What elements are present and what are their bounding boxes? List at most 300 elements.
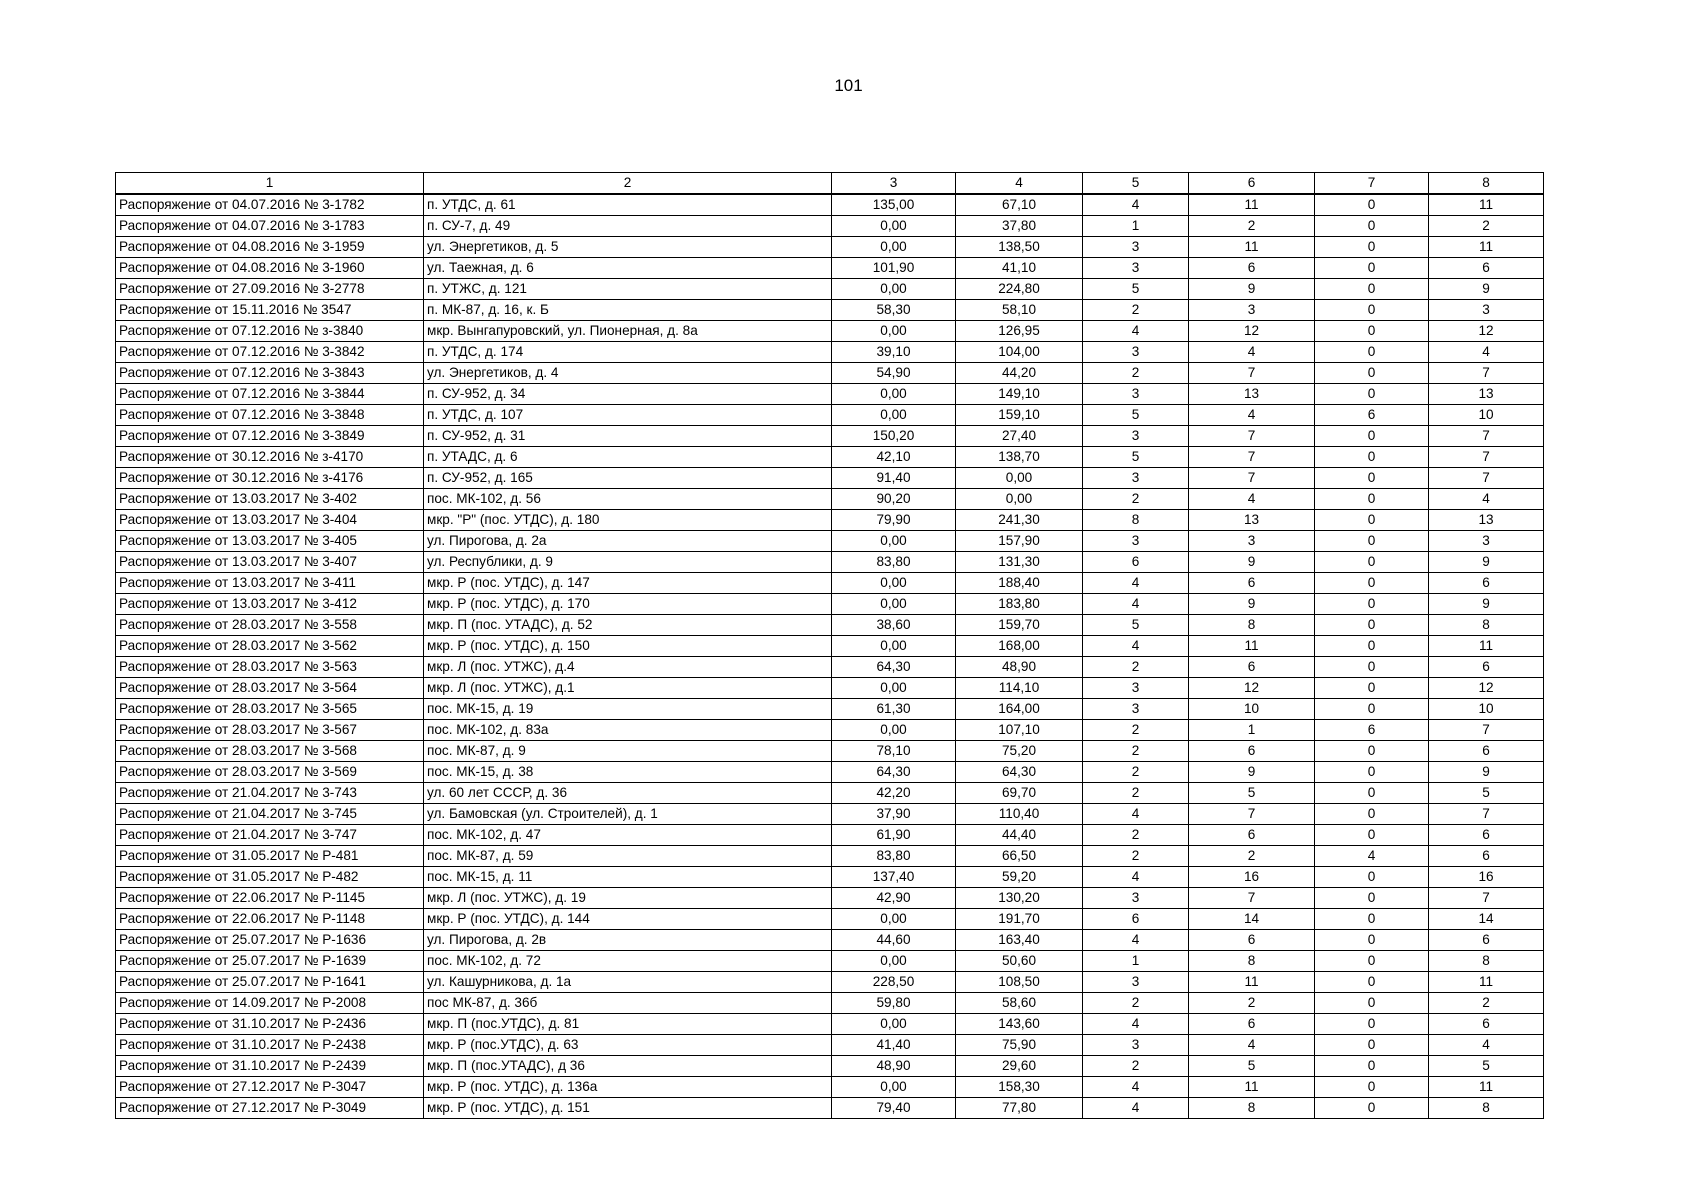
value-cell: 91,40 [832,468,956,489]
count-cell: 11 [1189,636,1315,657]
count-cell: 0 [1315,930,1429,951]
table-row [116,573,1544,594]
value-cell: 75,90 [956,1035,1083,1056]
address-cell: пос. МК-87, д. 59 [424,846,832,867]
column-number-header: 7 [1315,173,1429,195]
table-row [116,741,1544,762]
count-cell: 5 [1083,405,1189,426]
count-cell: 2 [1189,216,1315,237]
total-cell: 6 [1429,258,1544,279]
count-cell: 1 [1083,216,1189,237]
value-cell: 0,00 [832,279,956,300]
order-cell: Распоряжение от 13.03.2017 № 3-412 [116,594,424,615]
total-cell: 2 [1429,216,1544,237]
address-cell: ул. Кашурникова, д. 1а [424,972,832,993]
count-cell: 11 [1189,1077,1315,1098]
count-cell: 4 [1083,1077,1189,1098]
order-cell: Распоряжение от 25.07.2017 № Р-1641 [116,972,424,993]
total-cell: 7 [1429,426,1544,447]
value-cell: 54,90 [832,363,956,384]
address-cell: мкр. Л (пос. УТЖС), д.1 [424,678,832,699]
table-row [116,1077,1544,1098]
value-cell: 183,80 [956,594,1083,615]
table-row [116,258,1544,279]
address-cell: ул. Республики, д. 9 [424,552,832,573]
value-cell: 188,40 [956,573,1083,594]
value-cell: 159,10 [956,405,1083,426]
address-cell: мкр. Вынгапуровский, ул. Пионерная, д. 8а [424,321,832,342]
table-row [116,825,1544,846]
address-cell: п. УТЖС, д. 121 [424,279,832,300]
total-cell: 11 [1429,1077,1544,1098]
count-cell: 0 [1315,216,1429,237]
table-row [116,489,1544,510]
total-cell: 7 [1429,468,1544,489]
order-cell: Распоряжение от 04.08.2016 № 3-1960 [116,258,424,279]
table-row [116,972,1544,993]
count-cell: 8 [1189,615,1315,636]
address-cell: мкр. П (пос.УТАДС), д 36 [424,1056,832,1077]
count-cell: 5 [1189,783,1315,804]
count-cell: 0 [1315,258,1429,279]
address-cell: ул. Энергетиков, д. 4 [424,363,832,384]
address-cell: п. СУ-952, д. 165 [424,468,832,489]
value-cell: 44,60 [832,930,956,951]
count-cell: 0 [1315,951,1429,972]
order-cell: Распоряжение от 28.03.2017 № 3-564 [116,678,424,699]
total-cell: 4 [1429,342,1544,363]
count-cell: 7 [1189,888,1315,909]
value-cell: 163,40 [956,930,1083,951]
count-cell: 2 [1083,762,1189,783]
address-cell: п. УТДС, д. 107 [424,405,832,426]
table-row [116,552,1544,573]
column-number-header: 2 [424,173,832,195]
total-cell: 11 [1429,237,1544,258]
count-cell: 2 [1083,1056,1189,1077]
order-cell: Распоряжение от 27.09.2016 № 3-2778 [116,279,424,300]
value-cell: 69,70 [956,783,1083,804]
total-cell: 7 [1429,888,1544,909]
value-cell: 58,10 [956,300,1083,321]
address-cell: пос. МК-15, д. 19 [424,699,832,720]
count-cell: 3 [1083,888,1189,909]
count-cell: 7 [1189,363,1315,384]
table-row [116,405,1544,426]
order-cell: Распоряжение от 13.03.2017 № 3-411 [116,573,424,594]
count-cell: 0 [1315,342,1429,363]
count-cell: 4 [1083,194,1189,216]
value-cell: 158,30 [956,1077,1083,1098]
count-cell: 7 [1189,804,1315,825]
total-cell: 3 [1429,531,1544,552]
table-row [116,846,1544,867]
table-row [116,636,1544,657]
count-cell: 9 [1189,594,1315,615]
total-cell: 6 [1429,741,1544,762]
address-cell: мкр. Р (пос. УТДС), д. 170 [424,594,832,615]
count-cell: 16 [1189,867,1315,888]
total-cell: 6 [1429,573,1544,594]
count-cell: 6 [1315,720,1429,741]
page-number: 101 [834,76,863,95]
table-row [116,1098,1544,1119]
count-cell: 0 [1315,1098,1429,1119]
value-cell: 108,50 [956,972,1083,993]
order-cell: Распоряжение от 04.07.2016 № 3-1782 [116,194,424,216]
table-row [116,363,1544,384]
value-cell: 110,40 [956,804,1083,825]
table-row [116,1014,1544,1035]
total-cell: 7 [1429,447,1544,468]
count-cell: 1 [1189,720,1315,741]
order-cell: Распоряжение от 13.03.2017 № 3-402 [116,489,424,510]
table-row [116,930,1544,951]
count-cell: 0 [1315,909,1429,930]
order-cell: Распоряжение от 28.03.2017 № 3-568 [116,741,424,762]
order-cell: Распоряжение от 28.03.2017 № 3-565 [116,699,424,720]
count-cell: 2 [1083,741,1189,762]
value-cell: 130,20 [956,888,1083,909]
count-cell: 3 [1083,699,1189,720]
value-cell: 42,10 [832,447,956,468]
count-cell: 4 [1083,1098,1189,1119]
count-cell: 2 [1189,846,1315,867]
column-number-header: 8 [1429,173,1544,195]
count-cell: 13 [1189,510,1315,531]
order-cell: Распоряжение от 15.11.2016 № 3547 [116,300,424,321]
value-cell: 131,30 [956,552,1083,573]
count-cell: 4 [1189,342,1315,363]
count-cell: 11 [1189,237,1315,258]
count-cell: 8 [1189,951,1315,972]
table-row [116,951,1544,972]
value-cell: 44,40 [956,825,1083,846]
count-cell: 0 [1315,363,1429,384]
value-cell: 168,00 [956,636,1083,657]
value-cell: 41,40 [832,1035,956,1056]
value-cell: 159,70 [956,615,1083,636]
count-cell: 5 [1083,279,1189,300]
count-cell: 0 [1315,384,1429,405]
count-cell: 3 [1189,531,1315,552]
table-row [116,194,1544,216]
column-number-header: 1 [116,173,424,195]
count-cell: 11 [1189,194,1315,216]
address-cell: п. СУ-952, д. 34 [424,384,832,405]
count-cell: 2 [1083,363,1189,384]
table-row [116,762,1544,783]
address-cell: мкр. Р (пос. УТДС), д. 144 [424,909,832,930]
value-cell: 48,90 [832,1056,956,1077]
table-row [116,783,1544,804]
table-row [116,867,1544,888]
value-cell: 0,00 [832,909,956,930]
count-cell: 5 [1083,447,1189,468]
count-cell: 0 [1315,657,1429,678]
count-cell: 2 [1083,489,1189,510]
value-cell: 37,90 [832,804,956,825]
value-cell: 0,00 [832,636,956,657]
count-cell: 3 [1083,972,1189,993]
value-cell: 48,90 [956,657,1083,678]
total-cell: 9 [1429,762,1544,783]
value-cell: 0,00 [832,384,956,405]
total-cell: 7 [1429,720,1544,741]
count-cell: 2 [1189,993,1315,1014]
count-cell: 2 [1083,300,1189,321]
total-cell: 11 [1429,636,1544,657]
count-cell: 2 [1083,993,1189,1014]
value-cell: 29,60 [956,1056,1083,1077]
value-cell: 50,60 [956,951,1083,972]
count-cell: 12 [1189,678,1315,699]
address-cell: п. СУ-7, д. 49 [424,216,832,237]
table-row [116,699,1544,720]
table-row [116,279,1544,300]
order-cell: Распоряжение от 13.03.2017 № 3-407 [116,552,424,573]
address-cell: пос. МК-102, д. 72 [424,951,832,972]
table-row [116,720,1544,741]
order-cell: Распоряжение от 28.03.2017 № 3-567 [116,720,424,741]
total-cell: 11 [1429,972,1544,993]
order-cell: Распоряжение от 07.12.2016 № з-3840 [116,321,424,342]
count-cell: 0 [1315,1014,1429,1035]
count-cell: 0 [1315,993,1429,1014]
total-cell: 6 [1429,930,1544,951]
count-cell: 0 [1315,279,1429,300]
count-cell: 6 [1189,258,1315,279]
count-cell: 6 [1189,657,1315,678]
count-cell: 6 [1189,825,1315,846]
table-row [116,678,1544,699]
count-cell: 0 [1315,825,1429,846]
value-cell: 0,00 [832,573,956,594]
count-cell: 6 [1315,405,1429,426]
count-cell: 12 [1189,321,1315,342]
order-cell: Распоряжение от 13.03.2017 № 3-405 [116,531,424,552]
value-cell: 77,80 [956,1098,1083,1119]
total-cell: 9 [1429,552,1544,573]
value-cell: 79,40 [832,1098,956,1119]
order-cell: Распоряжение от 04.08.2016 № 3-1959 [116,237,424,258]
value-cell: 38,60 [832,615,956,636]
count-cell: 9 [1189,279,1315,300]
table-row [116,657,1544,678]
count-cell: 3 [1083,342,1189,363]
count-cell: 4 [1083,321,1189,342]
value-cell: 67,10 [956,194,1083,216]
count-cell: 14 [1189,909,1315,930]
address-cell: п. УТДС, д. 174 [424,342,832,363]
count-cell: 0 [1315,867,1429,888]
column-number-header: 3 [832,173,956,195]
count-cell: 4 [1083,573,1189,594]
count-cell: 3 [1083,531,1189,552]
value-cell: 0,00 [832,531,956,552]
table-row [116,321,1544,342]
total-cell: 12 [1429,321,1544,342]
value-cell: 27,40 [956,426,1083,447]
count-cell: 4 [1083,867,1189,888]
value-cell: 83,80 [832,846,956,867]
table-row [116,1035,1544,1056]
address-cell: пос. МК-15, д. 38 [424,762,832,783]
value-cell: 157,90 [956,531,1083,552]
count-cell: 3 [1083,1035,1189,1056]
total-cell: 12 [1429,678,1544,699]
value-cell: 0,00 [832,951,956,972]
table-row [116,426,1544,447]
count-cell: 7 [1189,426,1315,447]
count-cell: 4 [1189,405,1315,426]
order-cell: Распоряжение от 28.03.2017 № 3-558 [116,615,424,636]
count-cell: 0 [1315,447,1429,468]
count-cell: 6 [1083,909,1189,930]
total-cell: 11 [1429,194,1544,216]
value-cell: 61,90 [832,825,956,846]
count-cell: 8 [1189,1098,1315,1119]
order-cell: Распоряжение от 31.05.2017 № Р-481 [116,846,424,867]
table-row [116,300,1544,321]
count-cell: 0 [1315,804,1429,825]
value-cell: 75,20 [956,741,1083,762]
value-cell: 66,50 [956,846,1083,867]
order-cell: Распоряжение от 31.10.2017 № Р-2438 [116,1035,424,1056]
address-cell: ул. Бамовская (ул. Строителей), д. 1 [424,804,832,825]
value-cell: 143,60 [956,1014,1083,1035]
value-cell: 107,10 [956,720,1083,741]
order-cell: Распоряжение от 21.04.2017 № 3-745 [116,804,424,825]
order-cell: Распоряжение от 22.06.2017 № Р-1145 [116,888,424,909]
value-cell: 135,00 [832,194,956,216]
count-cell: 0 [1315,552,1429,573]
value-cell: 114,10 [956,678,1083,699]
value-cell: 39,10 [832,342,956,363]
count-cell: 0 [1315,888,1429,909]
address-cell: мкр. Л (пос. УТЖС), д.4 [424,657,832,678]
order-cell: Распоряжение от 28.03.2017 № 3-569 [116,762,424,783]
data-table [115,172,1544,1119]
total-cell: 13 [1429,384,1544,405]
count-cell: 3 [1083,426,1189,447]
count-cell: 2 [1083,825,1189,846]
count-cell: 10 [1189,699,1315,720]
address-cell: пос. МК-102, д. 47 [424,825,832,846]
total-cell: 3 [1429,300,1544,321]
address-cell: мкр. "Р" (пос. УТДС), д. 180 [424,510,832,531]
value-cell: 59,20 [956,867,1083,888]
count-cell: 0 [1315,531,1429,552]
count-cell: 6 [1083,552,1189,573]
table-row [116,1056,1544,1077]
address-cell: мкр. П (пос. УТАДС), д. 52 [424,615,832,636]
count-cell: 3 [1083,678,1189,699]
address-cell: пос. МК-102, д. 83а [424,720,832,741]
address-cell: п. УТАДС, д. 6 [424,447,832,468]
value-cell: 42,20 [832,783,956,804]
count-cell: 3 [1083,258,1189,279]
value-cell: 64,30 [832,657,956,678]
value-cell: 44,20 [956,363,1083,384]
order-cell: Распоряжение от 31.05.2017 № Р-482 [116,867,424,888]
value-cell: 241,30 [956,510,1083,531]
total-cell: 7 [1429,804,1544,825]
count-cell: 0 [1315,321,1429,342]
value-cell: 0,00 [832,216,956,237]
address-cell: ул. Пирогова, д. 2в [424,930,832,951]
count-cell: 3 [1083,468,1189,489]
table-row [116,468,1544,489]
column-number-header: 6 [1189,173,1315,195]
address-cell: ул. Таежная, д. 6 [424,258,832,279]
count-cell: 4 [1083,594,1189,615]
count-cell: 0 [1315,678,1429,699]
value-cell: 0,00 [832,594,956,615]
count-cell: 6 [1189,930,1315,951]
count-cell: 4 [1083,804,1189,825]
value-cell: 0,00 [956,489,1083,510]
order-cell: Распоряжение от 27.12.2017 № Р-3047 [116,1077,424,1098]
count-cell: 0 [1315,615,1429,636]
total-cell: 13 [1429,510,1544,531]
address-cell: мкр. Л (пос. УТЖС), д. 19 [424,888,832,909]
address-cell: п. СУ-952, д. 31 [424,426,832,447]
value-cell: 79,90 [832,510,956,531]
table-row [116,384,1544,405]
value-cell: 0,00 [956,468,1083,489]
value-cell: 228,50 [832,972,956,993]
value-cell: 41,10 [956,258,1083,279]
address-cell: мкр. Р (пос.УТДС), д. 63 [424,1035,832,1056]
total-cell: 4 [1429,489,1544,510]
address-cell: пос. МК-102, д. 56 [424,489,832,510]
address-cell: мкр. П (пос.УТДС), д. 81 [424,1014,832,1035]
value-cell: 37,80 [956,216,1083,237]
total-cell: 4 [1429,1035,1544,1056]
value-cell: 150,20 [832,426,956,447]
table-row [116,510,1544,531]
order-cell: Распоряжение от 30.12.2016 № з-4170 [116,447,424,468]
table-row [116,216,1544,237]
count-cell: 7 [1189,447,1315,468]
value-cell: 101,90 [832,258,956,279]
total-cell: 6 [1429,846,1544,867]
count-cell: 4 [1083,930,1189,951]
order-cell: Распоряжение от 25.07.2017 № Р-1636 [116,930,424,951]
value-cell: 0,00 [832,678,956,699]
total-cell: 14 [1429,909,1544,930]
count-cell: 7 [1189,468,1315,489]
count-cell: 9 [1189,762,1315,783]
count-cell: 0 [1315,1035,1429,1056]
value-cell: 164,00 [956,699,1083,720]
order-cell: Распоряжение от 28.03.2017 № 3-562 [116,636,424,657]
count-cell: 0 [1315,972,1429,993]
count-cell: 2 [1083,846,1189,867]
total-cell: 7 [1429,363,1544,384]
count-cell: 0 [1315,783,1429,804]
count-cell: 0 [1315,194,1429,216]
address-cell: мкр. Р (пос. УТДС), д. 147 [424,573,832,594]
table-row [116,615,1544,636]
order-cell: Распоряжение от 21.04.2017 № 3-747 [116,825,424,846]
value-cell: 83,80 [832,552,956,573]
value-cell: 138,70 [956,447,1083,468]
table-row [116,909,1544,930]
address-cell: пос МК-87, д. 36б [424,993,832,1014]
address-cell: пос. МК-15, д. 11 [424,867,832,888]
